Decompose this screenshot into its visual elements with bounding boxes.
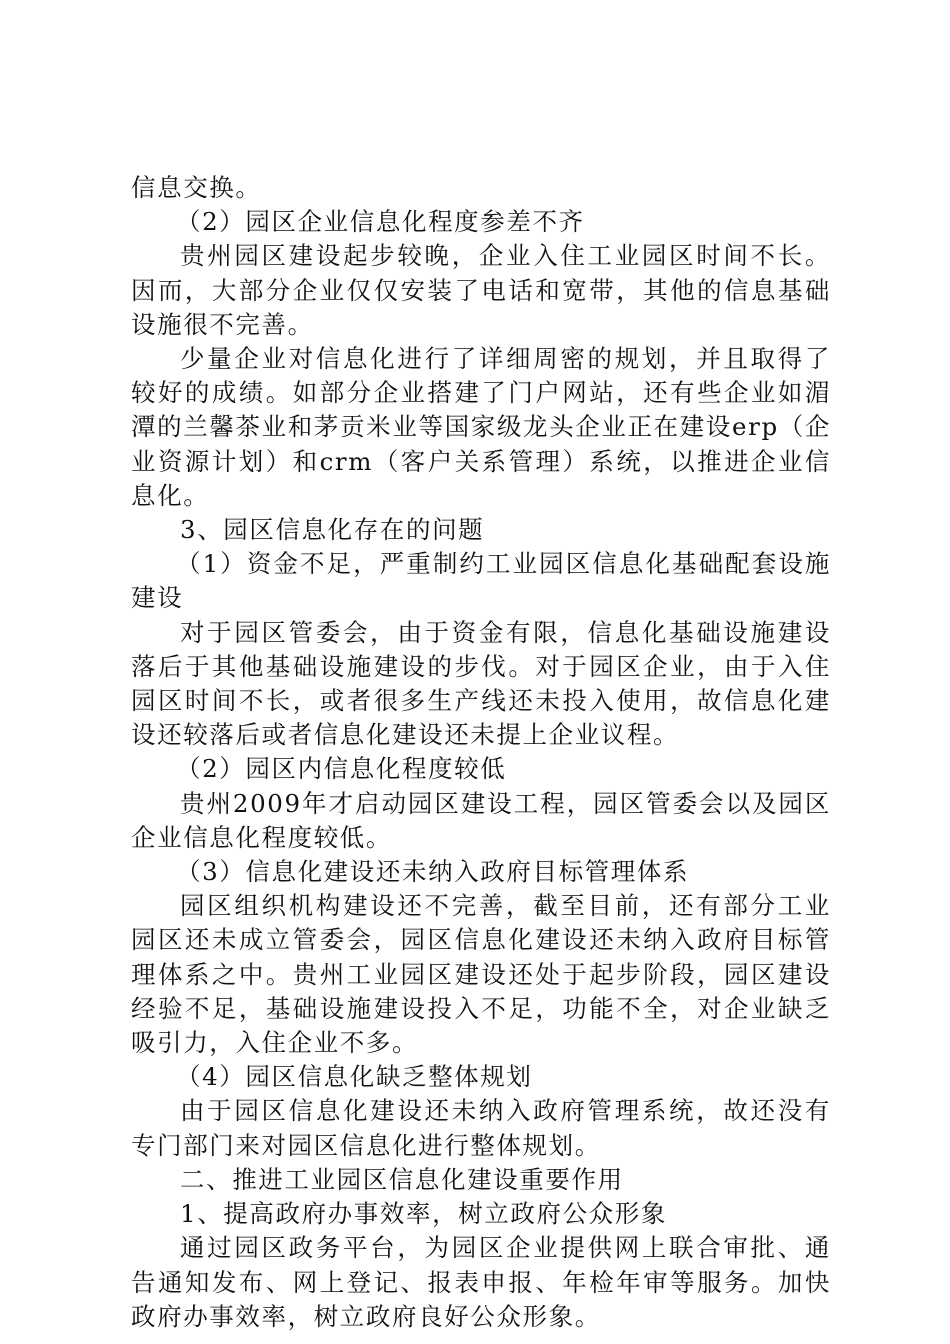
paragraph-planning-examples: 少量企业对信息化进行了详细周密的规划，并且取得了较好的成绩。如部分企业搭建了门户网站，还有些企业如湄潭的兰馨茶业和茅贡米业等国家级龙头企业正在建设erp（企业资源计划）和crm（客户关系管理）系统，以推进企业信息化。 xyxy=(131,344,831,510)
paragraph-late-start: 贵州园区建设起步较晚，企业入住工业园区时间不长。因而，大部分企业仅仅安装了电话和宽带，其他的信息基础设施很不完善。 xyxy=(131,241,831,339)
heading-government-efficiency: 1、提高政府办事效率，树立政府公众形象 xyxy=(180,1199,667,1229)
document-body xyxy=(131,171,831,1334)
paragraph-2009-start: 贵州2009年才启动园区建设工程，园区管委会以及园区企业信息化程度较低。 xyxy=(131,788,831,852)
paragraph-organization-details: 园区组织机构建设还不完善，截至目前，还有部分工业园区还未成立管委会，园区信息化建设还未纳入政府目标管理体系之中。贵州工业园区建设还处于起步阶段，园区建设经验不足，基础设施建设投入不足，功能不全，对企业缺乏吸引力，入住企业不多。 xyxy=(131,891,831,1058)
heading-existing-problems: 3、园区信息化存在的问题 xyxy=(180,515,485,545)
subheading-low-informatization: （2）园区内信息化程度较低 xyxy=(176,754,507,784)
heading-important-role: 二、推进工业园区信息化建设重要作用 xyxy=(180,1164,624,1194)
paragraph-funding-details: 对于园区管委会，由于资金有限，信息化基础设施建设落后于其他基础设施建设的步伐。对于园区企业，由于入住园区时间不长，或者很多生产线还未投入使用，故信息化建设还较落后或者信息化建设还未提上企业议程。 xyxy=(131,617,831,750)
paragraph-planning-missing: 由于园区信息化建设还未纳入政府管理系统，故还没有专门部门来对园区信息化进行整体规划。 xyxy=(131,1096,831,1160)
subheading-insufficient-funds: （1）资金不足，严重制约工业园区信息化基础配套设施建设 xyxy=(131,549,831,613)
paragraph-continued: 信息交换。 xyxy=(131,173,262,202)
subheading-enterprise-informatization-uneven: （2）园区企业信息化程度参差不齐 xyxy=(176,207,585,237)
subheading-not-in-target-management: （3）信息化建设还未纳入政府目标管理体系 xyxy=(176,857,690,887)
paragraph-government-platform: 通过园区政务平台，为园区企业提供网上联合审批、通告通知发布、网上登记、报表申报、年检年审等服务。加快政府办事效率，树立政府良好公众形象。 xyxy=(131,1233,831,1331)
subheading-lack-overall-planning: （4）园区信息化缺乏整体规划 xyxy=(176,1062,533,1092)
